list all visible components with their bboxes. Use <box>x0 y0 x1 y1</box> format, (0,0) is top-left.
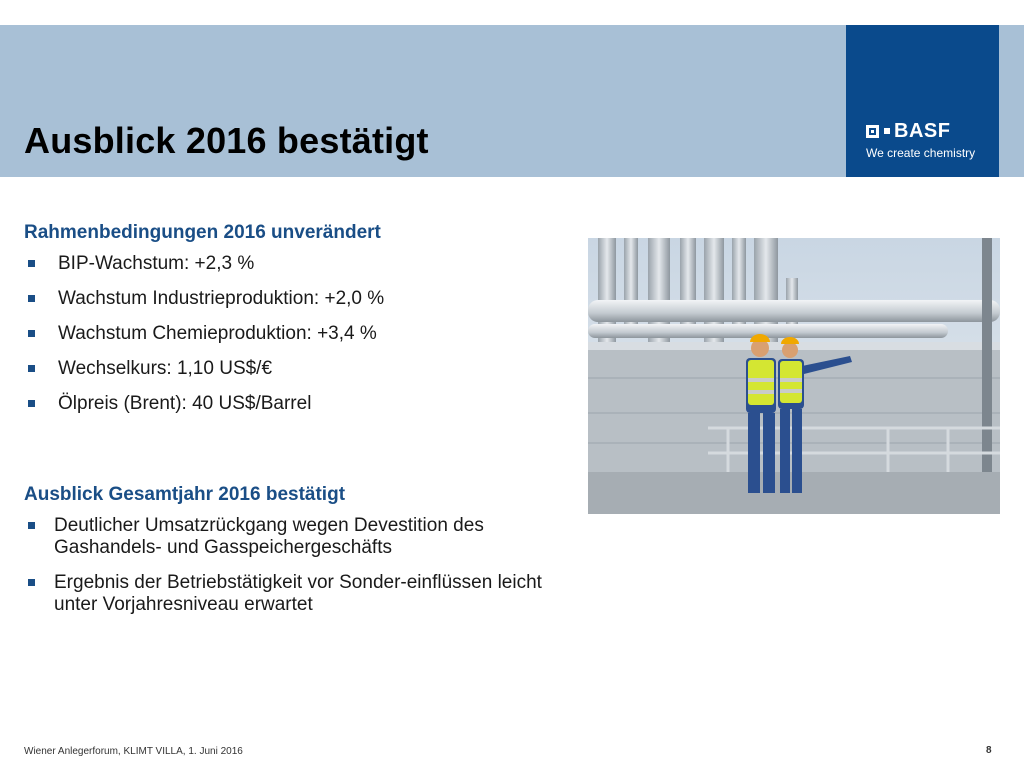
bullet-icon <box>28 295 35 302</box>
outlook-section <box>24 484 544 629</box>
conditions-list <box>24 253 564 415</box>
list-item-text: Wachstum Chemieproduktion: +3,4 % <box>58 323 377 344</box>
list-item <box>24 393 564 415</box>
logo-dash-icon <box>884 128 890 134</box>
list-item-text: Deutlicher Umsatzrückgang wegen Devestition des Gashandels- und Gasspeichergeschäfts <box>54 515 484 558</box>
list-item-text: Ergebnis der Betriebstätigkeit vor Sonder-einflüssen leicht unter Vorjahresniveau erwartet <box>54 572 542 615</box>
outlook-heading: Ausblick Gesamtjahr 2016 bestätigt <box>24 484 346 505</box>
footer-event: Wiener Anlegerforum, KLIMT VILLA, 1. Juni 2016 <box>24 746 243 757</box>
list-item-text: Wachstum Industrieproduktion: +2,0 % <box>58 288 385 309</box>
list-item-text: Wechselkurs: 1,10 US$/€ <box>58 358 273 379</box>
bullet-icon <box>28 260 35 267</box>
list-item <box>24 572 544 616</box>
bullet-icon <box>28 400 35 407</box>
list-item <box>24 288 564 310</box>
basf-logo-mark <box>866 121 950 141</box>
logo-tagline: We create chemistry <box>866 146 976 160</box>
list-item-text: Ölpreis (Brent): 40 US$/Barrel <box>58 393 312 414</box>
industrial-plant-photo <box>588 238 1000 514</box>
basf-logo <box>846 25 999 177</box>
outlook-list <box>24 515 544 616</box>
conditions-heading: Rahmenbedingungen 2016 unverändert <box>24 222 381 243</box>
conditions-section <box>24 222 564 428</box>
list-item <box>24 323 564 345</box>
slide-title: Ausblick 2016 bestätigt <box>24 120 429 161</box>
page-number: 8 <box>986 745 992 756</box>
logo-wordmark: BASF <box>894 119 951 142</box>
list-item <box>24 358 564 380</box>
list-item <box>24 253 564 275</box>
bullet-icon <box>28 579 35 586</box>
list-item-text: BIP-Wachstum: +2,3 % <box>58 253 255 274</box>
bullet-icon <box>28 330 35 337</box>
photo-illustration <box>588 238 1000 514</box>
bullet-icon <box>28 522 35 529</box>
bullet-icon <box>28 365 35 372</box>
logo-square-icon <box>866 125 879 138</box>
list-item <box>24 515 544 559</box>
